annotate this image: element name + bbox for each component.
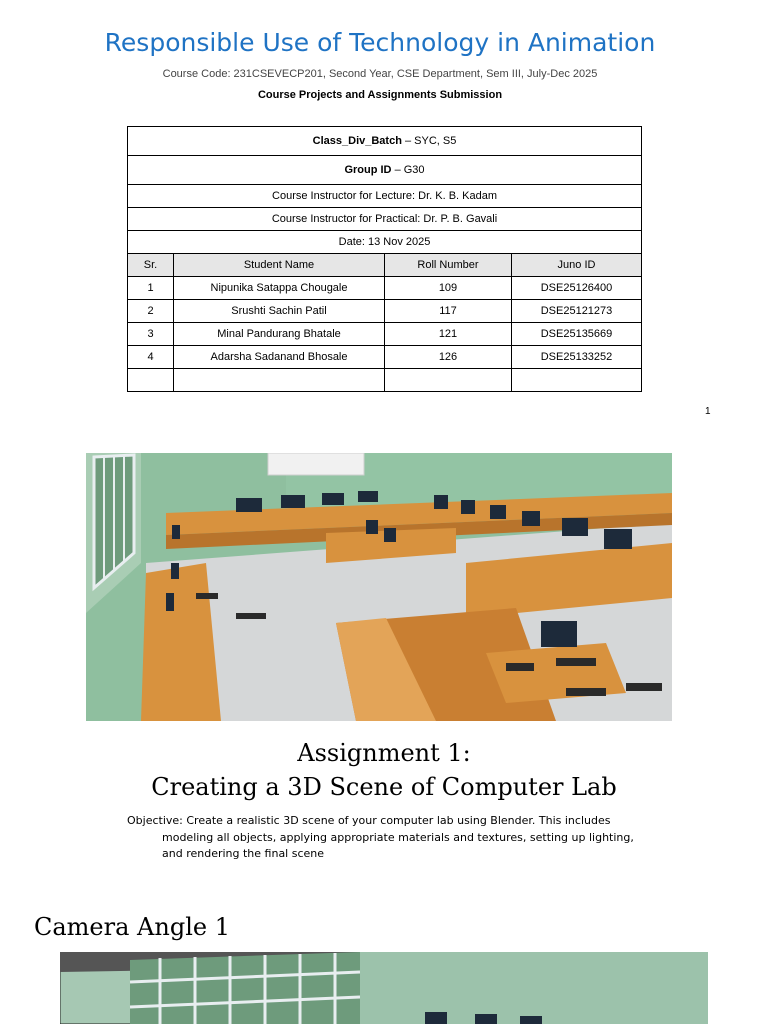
juno-cell: DSE25133252 (512, 346, 642, 369)
class-value: – SYC, S5 (401, 135, 457, 147)
group-value: – G30 (391, 164, 425, 176)
objective-paragraph (127, 813, 647, 863)
assignment-heading-line2: Creating a 3D Scene of Computer Lab (151, 773, 617, 801)
assignment-heading (0, 736, 768, 804)
sr-cell: 2 (128, 300, 174, 323)
group-label: Group ID (344, 164, 392, 176)
submission-line: Course Projects and Assignments Submission (257, 89, 503, 101)
roll-cell: 121 (385, 323, 512, 346)
name-cell: Minal Pandurang Bhatale (174, 323, 385, 346)
table-row (128, 300, 642, 323)
name-cell: Adarsha Sadanand Bhosale (174, 346, 385, 369)
objective-line2: modeling all objects, applying appropriate materials and textures, setting up lighting, (162, 830, 634, 844)
roll-cell: 109 (385, 277, 512, 300)
practical-instructor: Course Instructor for Practical: Dr. P. B. Gavali (128, 208, 642, 231)
submission-date: Date: 13 Nov 2025 (128, 231, 642, 254)
name-cell: Nipunika Satappa Chougale (174, 277, 385, 300)
column-header: Juno ID (512, 254, 642, 277)
roll-cell: 126 (385, 346, 512, 369)
class-label: Class_Div_Batch (312, 135, 402, 147)
empty-row (128, 369, 642, 392)
computer-lab-render (86, 453, 672, 721)
course-line: Course Code: 231CSEVECP201, Second Year, CSE Department, Sem III, July-Dec 2025 (162, 68, 598, 80)
column-header: Roll Number (385, 254, 512, 277)
page-number: 1 (705, 406, 711, 417)
lecture-instructor: Course Instructor for Lecture: Dr. K. B. Kadam (128, 185, 642, 208)
camera-angle-heading: Camera Angle 1 (34, 913, 230, 941)
assignment-heading-line1: Assignment 1: (297, 739, 471, 767)
objective-line3: and rendering the final scene (162, 847, 325, 860)
column-header: Student Name (174, 254, 385, 277)
name-cell: Srushti Sachin Patil (174, 300, 385, 323)
sr-cell: 4 (128, 346, 174, 369)
objective-line1: Objective: Create a realistic 3D scene of your computer lab using Blender. This includes (127, 814, 611, 827)
document-title: Responsible Use of Technology in Animation (104, 28, 656, 57)
juno-cell: DSE25121273 (512, 300, 642, 323)
group-id-cell (128, 156, 642, 185)
table-row (128, 277, 642, 300)
class-div-batch-cell (128, 127, 642, 156)
sr-cell: 3 (128, 323, 174, 346)
column-header: Sr. (128, 254, 174, 277)
table-row (128, 323, 642, 346)
camera-angle-1-render (60, 952, 708, 1024)
juno-cell: DSE25135669 (512, 323, 642, 346)
roll-cell: 117 (385, 300, 512, 323)
table-header-row (128, 254, 642, 277)
sr-cell: 1 (128, 277, 174, 300)
juno-cell: DSE25126400 (512, 277, 642, 300)
group-info-table (127, 126, 642, 392)
table-row (128, 346, 642, 369)
